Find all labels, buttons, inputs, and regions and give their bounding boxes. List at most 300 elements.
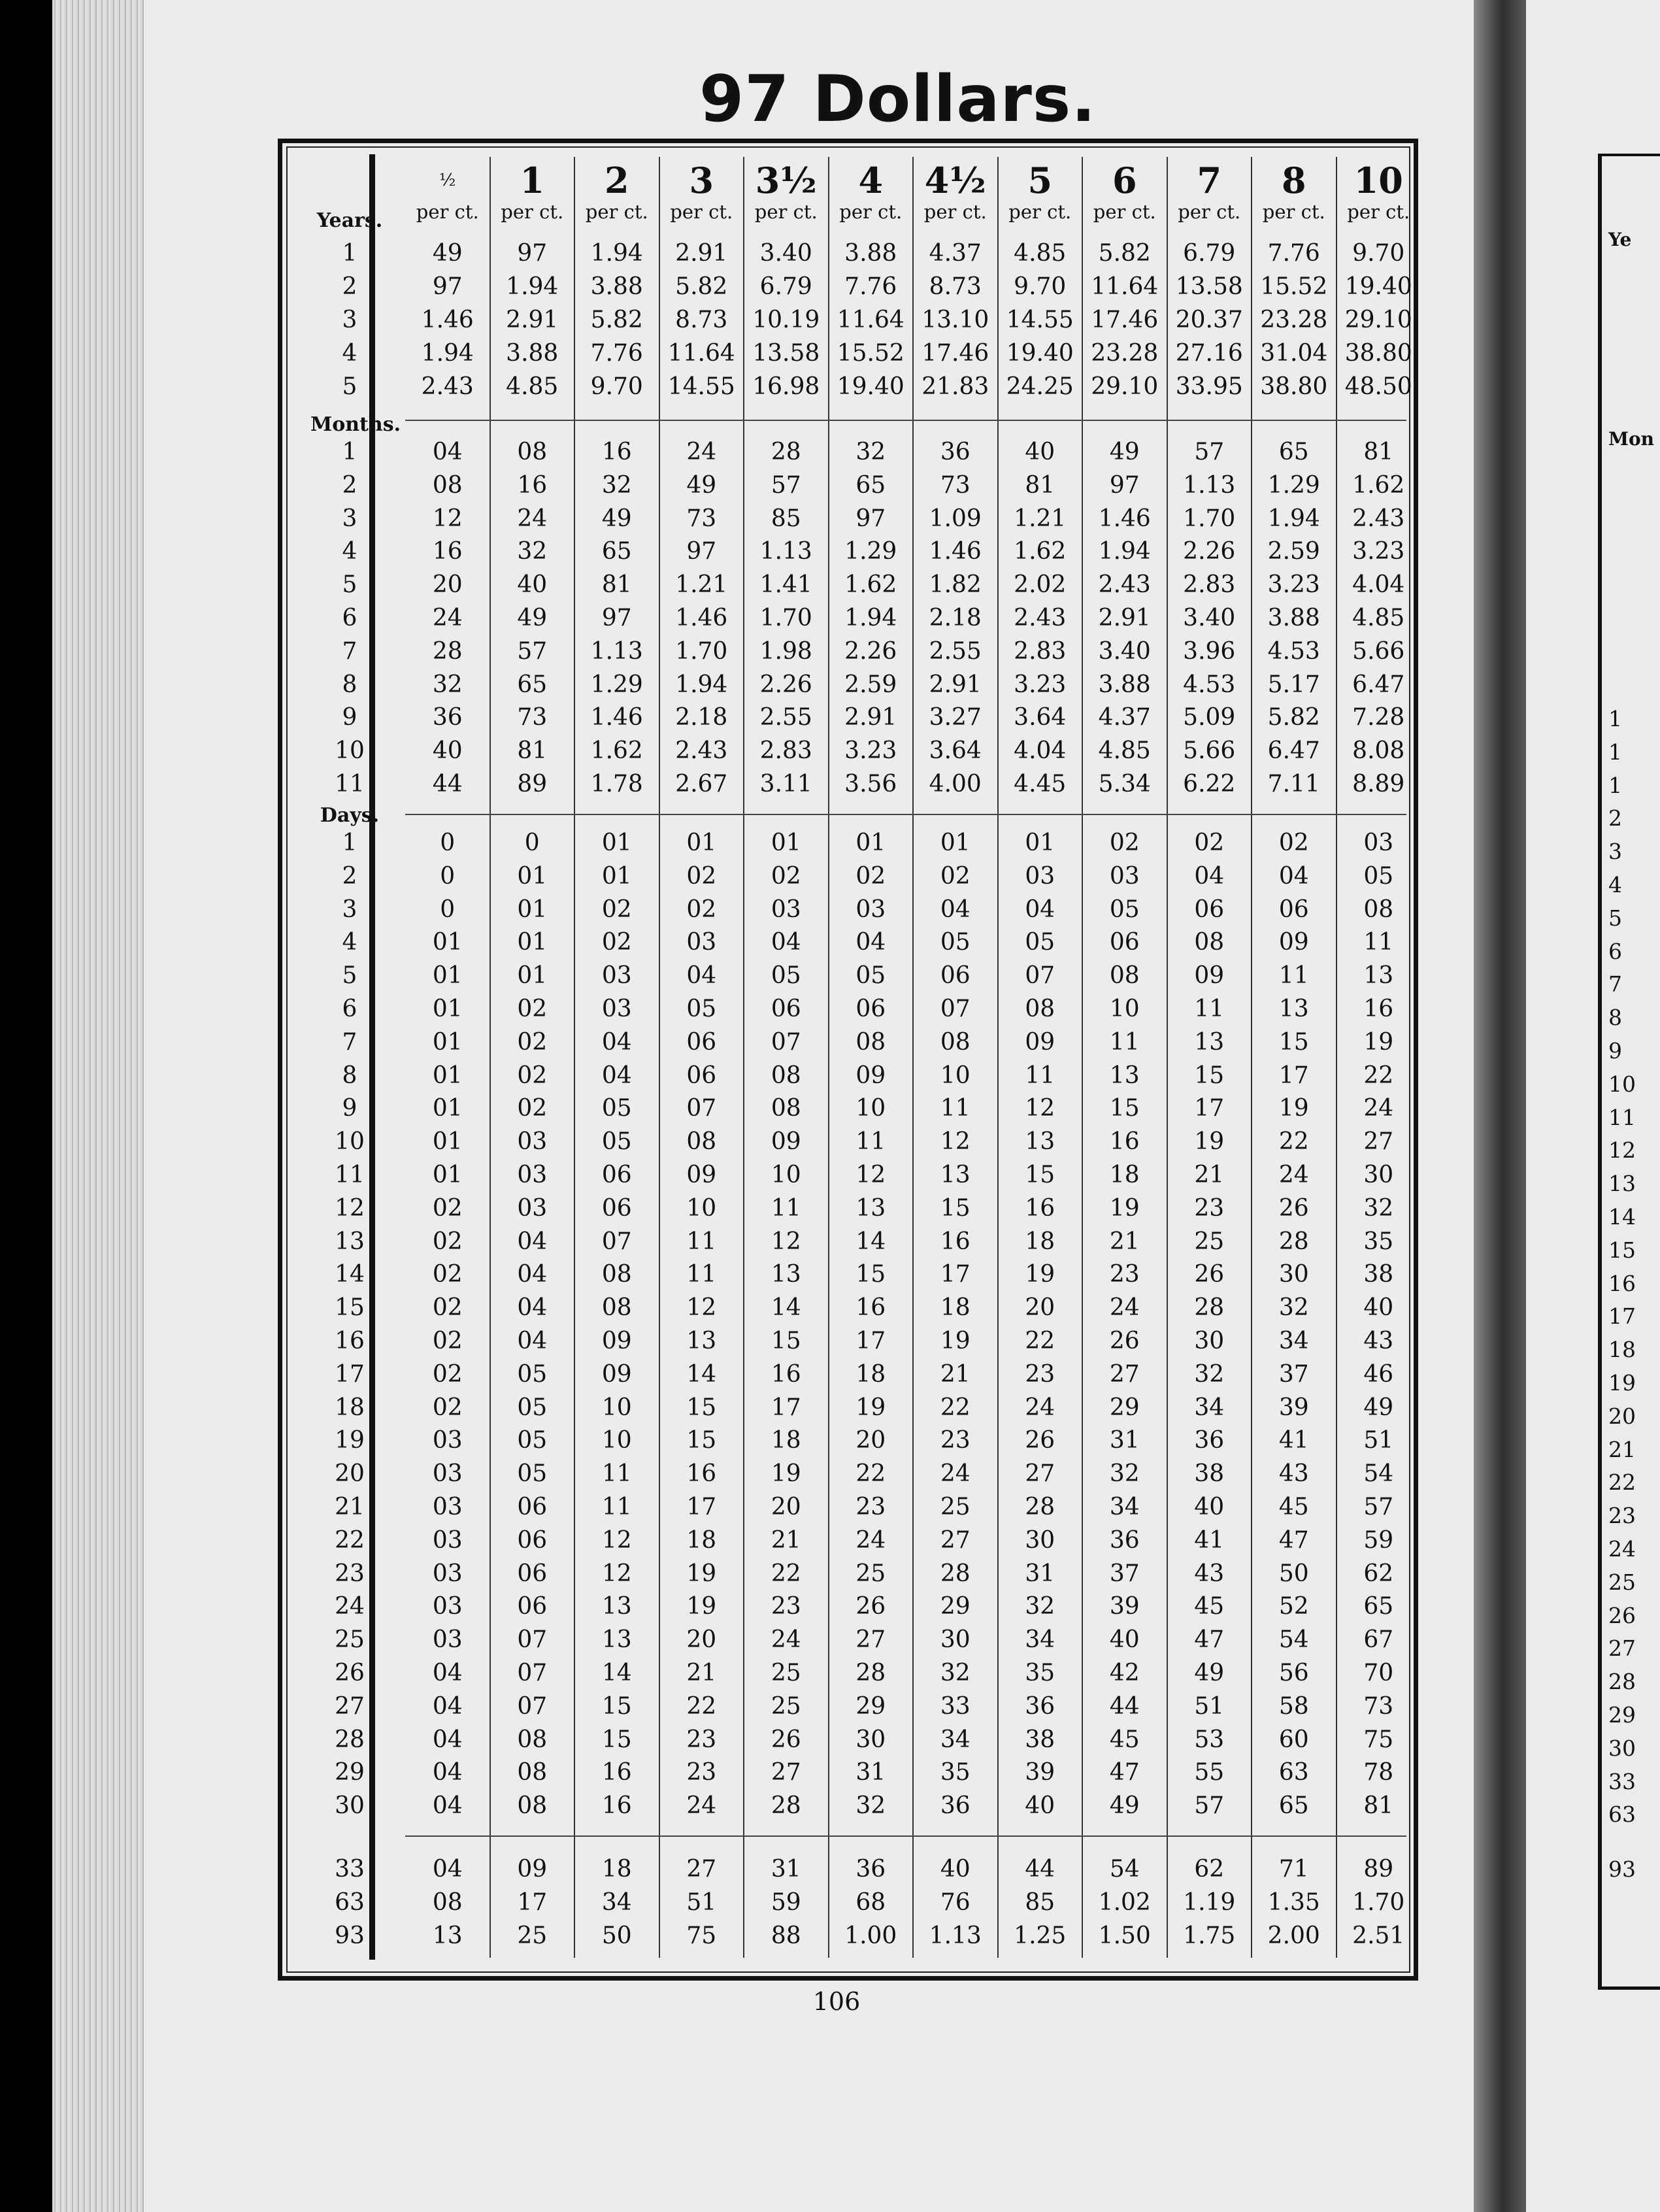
table-cell: 3.56 bbox=[844, 771, 897, 797]
table-cell: 16 bbox=[601, 1759, 632, 1786]
table-cell: 03 bbox=[686, 929, 717, 956]
row-label: 24 bbox=[335, 1593, 365, 1620]
table-cell: 53 bbox=[1194, 1726, 1225, 1753]
table-cell: 2.67 bbox=[675, 771, 728, 797]
facing-fragment: Mon bbox=[1608, 428, 1655, 450]
table-cell: 02 bbox=[432, 1394, 463, 1421]
table-cell: 0 bbox=[440, 862, 456, 890]
table-cell: 1.70 bbox=[759, 605, 812, 631]
table-cell: 35 bbox=[940, 1759, 971, 1786]
table-cell: 03 bbox=[771, 896, 801, 923]
table-cell: 45 bbox=[1278, 1494, 1309, 1520]
table-cell: 1.94 bbox=[844, 605, 897, 631]
table-cell: 13 bbox=[1109, 1062, 1140, 1089]
table-cell: 3.88 bbox=[1267, 605, 1320, 631]
table-cell: 97 bbox=[601, 605, 632, 631]
facing-fragment: 22 bbox=[1608, 1469, 1636, 1496]
table-cell: 10 bbox=[601, 1427, 632, 1454]
table-cell: 20 bbox=[855, 1427, 886, 1454]
table-cell: 2.91 bbox=[1098, 605, 1151, 631]
table-cell: 01 bbox=[432, 962, 463, 990]
facing-fragment: 11 bbox=[1608, 1104, 1636, 1130]
table-cell: 41 bbox=[1278, 1427, 1309, 1454]
table-cell: 22 bbox=[855, 1460, 886, 1488]
table-cell: 17 bbox=[940, 1261, 971, 1288]
table-cell: 47 bbox=[1109, 1759, 1140, 1786]
column-header bbox=[575, 161, 659, 224]
table-cell: 23 bbox=[1194, 1194, 1225, 1222]
table-cell: 06 bbox=[686, 1028, 717, 1056]
table-cell: 2.83 bbox=[1183, 571, 1236, 599]
table-cell: 18 bbox=[1109, 1162, 1140, 1188]
table-cell: 04 bbox=[432, 1726, 463, 1753]
table-cell: 19 bbox=[1025, 1261, 1055, 1288]
table-cell: 4.85 bbox=[506, 373, 559, 400]
table-cell: 12 bbox=[432, 505, 463, 532]
table-cell: 3.64 bbox=[1014, 704, 1067, 731]
table-cell: 01 bbox=[601, 830, 632, 856]
table-cell: 73 bbox=[940, 471, 971, 499]
row-label: 22 bbox=[335, 1526, 365, 1554]
table-cell: 1.94 bbox=[590, 240, 643, 267]
table-cell: 4.53 bbox=[1183, 671, 1236, 698]
table-cell: 2.26 bbox=[1183, 538, 1236, 565]
table-cell: 04 bbox=[432, 1759, 463, 1786]
table-cell: 21 bbox=[1109, 1228, 1140, 1255]
table-cell: 68 bbox=[855, 1889, 886, 1916]
table-cell: 43 bbox=[1194, 1560, 1225, 1587]
table-cell: 31 bbox=[855, 1759, 886, 1786]
row-label: 7 bbox=[342, 637, 357, 665]
table-cell: 02 bbox=[1278, 830, 1309, 856]
row-label: 23 bbox=[335, 1560, 365, 1587]
table-cell: 26 bbox=[1194, 1261, 1225, 1288]
column-rate: 10 bbox=[1353, 159, 1403, 201]
table-cell: 13 bbox=[1025, 1128, 1055, 1156]
table-cell: 52 bbox=[1278, 1593, 1309, 1620]
table-cell: 67 bbox=[1363, 1626, 1394, 1654]
table-cell: 70 bbox=[1363, 1660, 1394, 1686]
table-cell: 16 bbox=[432, 538, 463, 565]
table-cell: 34 bbox=[1194, 1394, 1225, 1421]
table-cell: 22 bbox=[1363, 1062, 1394, 1089]
table-cell: 57 bbox=[517, 637, 548, 665]
table-cell: 4.04 bbox=[1014, 737, 1067, 765]
table-cell: 71 bbox=[1278, 1856, 1309, 1883]
facing-fragment: 26 bbox=[1608, 1602, 1636, 1628]
table-cell: 15 bbox=[1025, 1162, 1055, 1188]
table-cell: 81 bbox=[1363, 1792, 1394, 1820]
table-cell: 54 bbox=[1363, 1460, 1394, 1488]
book-gutter bbox=[1474, 0, 1526, 2212]
table-cell: 40 bbox=[1363, 1294, 1394, 1322]
table-cell: 31 bbox=[1109, 1427, 1140, 1454]
table-cell: 54 bbox=[1109, 1856, 1140, 1883]
section-heading: Years. bbox=[316, 209, 383, 232]
table-cell: 09 bbox=[601, 1360, 632, 1388]
row-label: 63 bbox=[335, 1889, 365, 1916]
row-label: 29 bbox=[335, 1759, 365, 1786]
table-cell: 5.17 bbox=[1267, 671, 1320, 698]
table-cell: 51 bbox=[686, 1889, 717, 1916]
table-cell: 2.18 bbox=[929, 605, 982, 631]
column-rule bbox=[1167, 157, 1168, 1958]
row-label: 12 bbox=[335, 1194, 365, 1222]
table-cell: 0 bbox=[524, 830, 540, 856]
table-cell: 23.28 bbox=[1260, 307, 1328, 333]
table-cell: 02 bbox=[432, 1194, 463, 1222]
table-cell: 11 bbox=[1025, 1062, 1055, 1089]
table-cell: 05 bbox=[601, 1128, 632, 1156]
table-cell: 06 bbox=[517, 1560, 548, 1587]
table-cell: 25 bbox=[855, 1560, 886, 1587]
table-cell: 59 bbox=[1363, 1526, 1394, 1554]
section-rule bbox=[405, 420, 1406, 421]
table-cell: 04 bbox=[601, 1062, 632, 1089]
table-cell: 23 bbox=[686, 1759, 717, 1786]
table-cell: 32 bbox=[1278, 1294, 1309, 1322]
table-cell: 1.13 bbox=[1183, 471, 1236, 499]
table-cell: 75 bbox=[686, 1922, 717, 1949]
table-cell: 1.75 bbox=[1183, 1922, 1236, 1949]
column-rule bbox=[659, 157, 660, 1958]
table-cell: 20 bbox=[1025, 1294, 1055, 1322]
column-rate: 5 bbox=[1027, 159, 1053, 201]
table-cell: 57 bbox=[1363, 1494, 1394, 1520]
table-cell: 03 bbox=[517, 1194, 548, 1222]
page-edge-stack bbox=[52, 0, 144, 2212]
table-cell: 5.82 bbox=[1098, 240, 1151, 267]
table-cell: 85 bbox=[1025, 1889, 1055, 1916]
column-rate: 2 bbox=[604, 159, 629, 201]
table-cell: 01 bbox=[432, 1062, 463, 1089]
table-cell: 04 bbox=[771, 929, 801, 956]
facing-fragment: 33 bbox=[1608, 1768, 1636, 1794]
facing-fragment: 4 bbox=[1608, 872, 1622, 897]
table-cell: 13 bbox=[940, 1162, 971, 1188]
column-rate: 7 bbox=[1197, 159, 1222, 201]
table-cell: 01 bbox=[601, 862, 632, 890]
table-cell: 13 bbox=[432, 1922, 463, 1949]
section-heading: Months. bbox=[310, 413, 401, 436]
facing-fragment: 7 bbox=[1608, 971, 1622, 997]
table-cell: 13.58 bbox=[1175, 273, 1243, 300]
table-cell: 4.00 bbox=[929, 771, 982, 797]
table-cell: 05 bbox=[1025, 929, 1055, 956]
table-cell: 4.53 bbox=[1267, 637, 1320, 665]
table-cell: 2.91 bbox=[506, 307, 559, 333]
table-cell: 22 bbox=[1278, 1128, 1309, 1156]
facing-fragment: 1 bbox=[1608, 772, 1622, 798]
table-cell: 12 bbox=[1025, 1095, 1055, 1122]
table-cell: 11 bbox=[1363, 929, 1394, 956]
table-cell: 19.40 bbox=[1006, 340, 1074, 367]
table-cell: 6.79 bbox=[759, 273, 812, 300]
table-cell: 8.89 bbox=[1352, 771, 1405, 797]
table-cell: 32 bbox=[1194, 1360, 1225, 1388]
row-label: 7 bbox=[342, 1028, 357, 1056]
table-cell: 2.43 bbox=[675, 737, 728, 765]
table-cell: 1.21 bbox=[675, 571, 728, 599]
table-cell: 78 bbox=[1363, 1759, 1394, 1786]
table-cell: 08 bbox=[855, 1028, 886, 1056]
table-cell: 81 bbox=[1025, 471, 1055, 499]
table-cell: 36 bbox=[432, 704, 463, 731]
table-cell: 24 bbox=[432, 605, 463, 631]
table-cell: 40 bbox=[1194, 1494, 1225, 1520]
table-cell: 32 bbox=[855, 439, 886, 465]
table-cell: 60 bbox=[1278, 1726, 1309, 1753]
table-cell: 10 bbox=[940, 1062, 971, 1089]
table-cell: 81 bbox=[1363, 439, 1394, 465]
table-cell: 26 bbox=[1109, 1328, 1140, 1354]
table-cell: 27 bbox=[686, 1856, 717, 1883]
table-cell: 5.34 bbox=[1098, 771, 1151, 797]
table-cell: 03 bbox=[517, 1162, 548, 1188]
table-cell: 73 bbox=[517, 704, 548, 731]
table-cell: 2.51 bbox=[1352, 1922, 1405, 1949]
table-cell: 1.78 bbox=[590, 771, 643, 797]
table-cell: 29 bbox=[940, 1593, 971, 1620]
column-unit: per ct. bbox=[670, 201, 733, 223]
table-cell: 03 bbox=[601, 962, 632, 990]
table-cell: 7.28 bbox=[1352, 704, 1405, 731]
table-cell: 02 bbox=[517, 1028, 548, 1056]
table-cell: 30 bbox=[1363, 1162, 1394, 1188]
column-unit: per ct. bbox=[1093, 201, 1156, 223]
table-cell: 2.18 bbox=[675, 704, 728, 731]
table-cell: 28 bbox=[1278, 1228, 1309, 1255]
table-cell: 09 bbox=[1025, 1028, 1055, 1056]
table-cell: 08 bbox=[771, 1095, 801, 1122]
table-cell: 02 bbox=[601, 929, 632, 956]
table-cell: 8.73 bbox=[929, 273, 982, 300]
table-cell: 5.82 bbox=[1267, 704, 1320, 731]
table-cell: 11 bbox=[940, 1095, 971, 1122]
table-cell: 02 bbox=[1109, 830, 1140, 856]
table-cell: 5.82 bbox=[675, 273, 728, 300]
table-cell: 06 bbox=[517, 1494, 548, 1520]
table-cell: 03 bbox=[432, 1560, 463, 1587]
table-cell: 02 bbox=[432, 1294, 463, 1322]
table-cell: 25 bbox=[771, 1692, 801, 1720]
table-cell: 03 bbox=[432, 1460, 463, 1488]
table-cell: 32 bbox=[1363, 1194, 1394, 1222]
table-cell: 17.46 bbox=[921, 340, 989, 367]
table-cell: 13 bbox=[1278, 996, 1309, 1022]
column-unit: per ct. bbox=[1262, 201, 1325, 223]
facing-fragment: 27 bbox=[1608, 1635, 1636, 1662]
table-cell: 03 bbox=[432, 1494, 463, 1520]
table-cell: 1.46 bbox=[590, 704, 643, 731]
table-cell: 11 bbox=[686, 1261, 717, 1288]
table-cell: 16.98 bbox=[752, 373, 820, 400]
table-cell: 3.96 bbox=[1183, 637, 1236, 665]
table-cell: 40 bbox=[517, 571, 548, 599]
table-cell: 44 bbox=[1025, 1856, 1055, 1883]
table-cell: 0 bbox=[440, 896, 456, 923]
row-label: 10 bbox=[335, 1128, 365, 1156]
table-cell: 42 bbox=[1109, 1660, 1140, 1686]
table-cell: 19 bbox=[686, 1560, 717, 1587]
column-unit: per ct. bbox=[585, 201, 648, 223]
table-cell: 38.80 bbox=[1344, 340, 1412, 367]
table-cell: 06 bbox=[855, 996, 886, 1022]
facing-fragment: 15 bbox=[1608, 1237, 1636, 1263]
table-cell: 13 bbox=[601, 1593, 632, 1620]
table-cell: 8.08 bbox=[1352, 737, 1405, 765]
table-cell: 54 bbox=[1278, 1626, 1309, 1654]
table-cell: 17 bbox=[1278, 1062, 1309, 1089]
table-cell: 16 bbox=[1109, 1128, 1140, 1156]
table-cell: 27 bbox=[940, 1526, 971, 1554]
table-cell: 07 bbox=[940, 996, 971, 1022]
table-cell: 1.29 bbox=[590, 671, 643, 698]
table-cell: 40 bbox=[1109, 1626, 1140, 1654]
column-rule bbox=[490, 157, 491, 1958]
table-cell: 08 bbox=[1109, 962, 1140, 990]
table-cell: 3.64 bbox=[929, 737, 982, 765]
table-cell: 24 bbox=[1109, 1294, 1140, 1322]
table-cell: 05 bbox=[517, 1360, 548, 1388]
table-cell: 1.09 bbox=[929, 505, 982, 532]
table-cell: 22 bbox=[1025, 1328, 1055, 1354]
table-cell: 28 bbox=[1194, 1294, 1225, 1322]
row-label: 5 bbox=[342, 571, 357, 599]
table-cell: 21 bbox=[1194, 1162, 1225, 1188]
table-cell: 8.73 bbox=[675, 307, 728, 333]
table-cell: 28 bbox=[771, 439, 801, 465]
table-cell: 6.22 bbox=[1183, 771, 1236, 797]
table-cell: 17 bbox=[1194, 1095, 1225, 1122]
table-cell: 03 bbox=[1025, 862, 1055, 890]
table-cell: 31.04 bbox=[1260, 340, 1328, 367]
table-cell: 16 bbox=[686, 1460, 717, 1488]
table-cell: 02 bbox=[517, 996, 548, 1022]
table-cell: 13.58 bbox=[752, 340, 820, 367]
table-cell: 34 bbox=[601, 1889, 632, 1916]
table-cell: 08 bbox=[517, 1759, 548, 1786]
table-cell: 5.82 bbox=[590, 307, 643, 333]
table-cell: 21 bbox=[940, 1360, 971, 1388]
table-cell: 2.55 bbox=[759, 704, 812, 731]
table-cell: 32 bbox=[601, 471, 632, 499]
table-cell: 34 bbox=[1278, 1328, 1309, 1354]
table-cell: 2.43 bbox=[1098, 571, 1151, 599]
table-cell: 08 bbox=[432, 471, 463, 499]
table-cell: 22 bbox=[686, 1692, 717, 1720]
table-cell: 46 bbox=[1363, 1360, 1394, 1388]
table-cell: 07 bbox=[686, 1095, 717, 1122]
table-cell: 12 bbox=[601, 1526, 632, 1554]
table-cell: 24 bbox=[686, 439, 717, 465]
row-label: 28 bbox=[335, 1726, 365, 1753]
table-cell: 03 bbox=[517, 1128, 548, 1156]
table-cell: 1.13 bbox=[590, 637, 643, 665]
table-cell: 47 bbox=[1194, 1626, 1225, 1654]
table-cell: 01 bbox=[686, 830, 717, 856]
table-cell: 15.52 bbox=[837, 340, 905, 367]
table-cell: 36 bbox=[1109, 1526, 1140, 1554]
column-rule bbox=[997, 157, 999, 1958]
table-cell: 5.66 bbox=[1183, 737, 1236, 765]
table-cell: 28 bbox=[1025, 1494, 1055, 1520]
table-cell: 19 bbox=[1363, 1028, 1394, 1056]
column-header bbox=[406, 161, 490, 224]
row-label: 6 bbox=[342, 605, 357, 631]
table-cell: 1.94 bbox=[1098, 538, 1151, 565]
table-cell: 09 bbox=[1194, 962, 1225, 990]
table-cell: 29 bbox=[855, 1692, 886, 1720]
table-cell: 32 bbox=[940, 1660, 971, 1686]
table-cell: 14 bbox=[601, 1660, 632, 1686]
table-cell: 30 bbox=[1025, 1526, 1055, 1554]
facing-fragment: 21 bbox=[1608, 1436, 1636, 1462]
table-cell: 01 bbox=[517, 862, 548, 890]
table-cell: 01 bbox=[432, 996, 463, 1022]
table-cell: 04 bbox=[517, 1228, 548, 1255]
table-cell: 1.29 bbox=[1267, 471, 1320, 499]
row-label: 18 bbox=[335, 1394, 365, 1421]
table-cell: 17 bbox=[517, 1889, 548, 1916]
table-cell: 3.11 bbox=[759, 771, 812, 797]
table-cell: 15.52 bbox=[1260, 273, 1328, 300]
row-label: 3 bbox=[342, 896, 357, 923]
table-cell: 16 bbox=[601, 1792, 632, 1820]
table-cell: 81 bbox=[601, 571, 632, 599]
row-label: 15 bbox=[335, 1294, 365, 1322]
table-cell: 45 bbox=[1194, 1593, 1225, 1620]
table-cell: 13 bbox=[1363, 962, 1394, 990]
row-label: 2 bbox=[342, 273, 357, 300]
table-cell: 3.23 bbox=[1014, 671, 1067, 698]
table-cell: 28 bbox=[771, 1792, 801, 1820]
table-cell: 05 bbox=[940, 929, 971, 956]
table-cell: 40 bbox=[940, 1856, 971, 1883]
table-cell: 33 bbox=[940, 1692, 971, 1720]
table-cell: 23 bbox=[686, 1726, 717, 1753]
table-cell: 12 bbox=[771, 1228, 801, 1255]
column-rule bbox=[1082, 157, 1083, 1958]
facing-fragment: 29 bbox=[1608, 1702, 1636, 1728]
table-cell: 3.88 bbox=[590, 273, 643, 300]
table-cell: 7.76 bbox=[1267, 240, 1320, 267]
table-cell: 04 bbox=[940, 896, 971, 923]
table-cell: 29 bbox=[1109, 1394, 1140, 1421]
table-cell: 02 bbox=[432, 1328, 463, 1354]
table-cell: 23 bbox=[771, 1593, 801, 1620]
table-cell: 97 bbox=[855, 505, 886, 532]
table-cell: 20 bbox=[771, 1494, 801, 1520]
table-cell: 15 bbox=[1194, 1062, 1225, 1089]
table-cell: 89 bbox=[1363, 1856, 1394, 1883]
table-cell: 2.55 bbox=[929, 637, 982, 665]
facing-fragment: 10 bbox=[1608, 1071, 1636, 1097]
table-cell: 04 bbox=[517, 1294, 548, 1322]
table-cell: 15 bbox=[686, 1427, 717, 1454]
table-cell: 49 bbox=[1194, 1660, 1225, 1686]
table-cell: 11 bbox=[1194, 996, 1225, 1022]
row-label: 13 bbox=[335, 1228, 365, 1255]
table-cell: 27 bbox=[1363, 1128, 1394, 1156]
table-cell: 06 bbox=[686, 1062, 717, 1089]
table-cell: 44 bbox=[1109, 1692, 1140, 1720]
table-cell: 2.83 bbox=[759, 737, 812, 765]
table-cell: 32 bbox=[517, 538, 548, 565]
row-label: 5 bbox=[342, 962, 357, 990]
row-label: 17 bbox=[335, 1360, 365, 1388]
column-header bbox=[1083, 161, 1167, 224]
